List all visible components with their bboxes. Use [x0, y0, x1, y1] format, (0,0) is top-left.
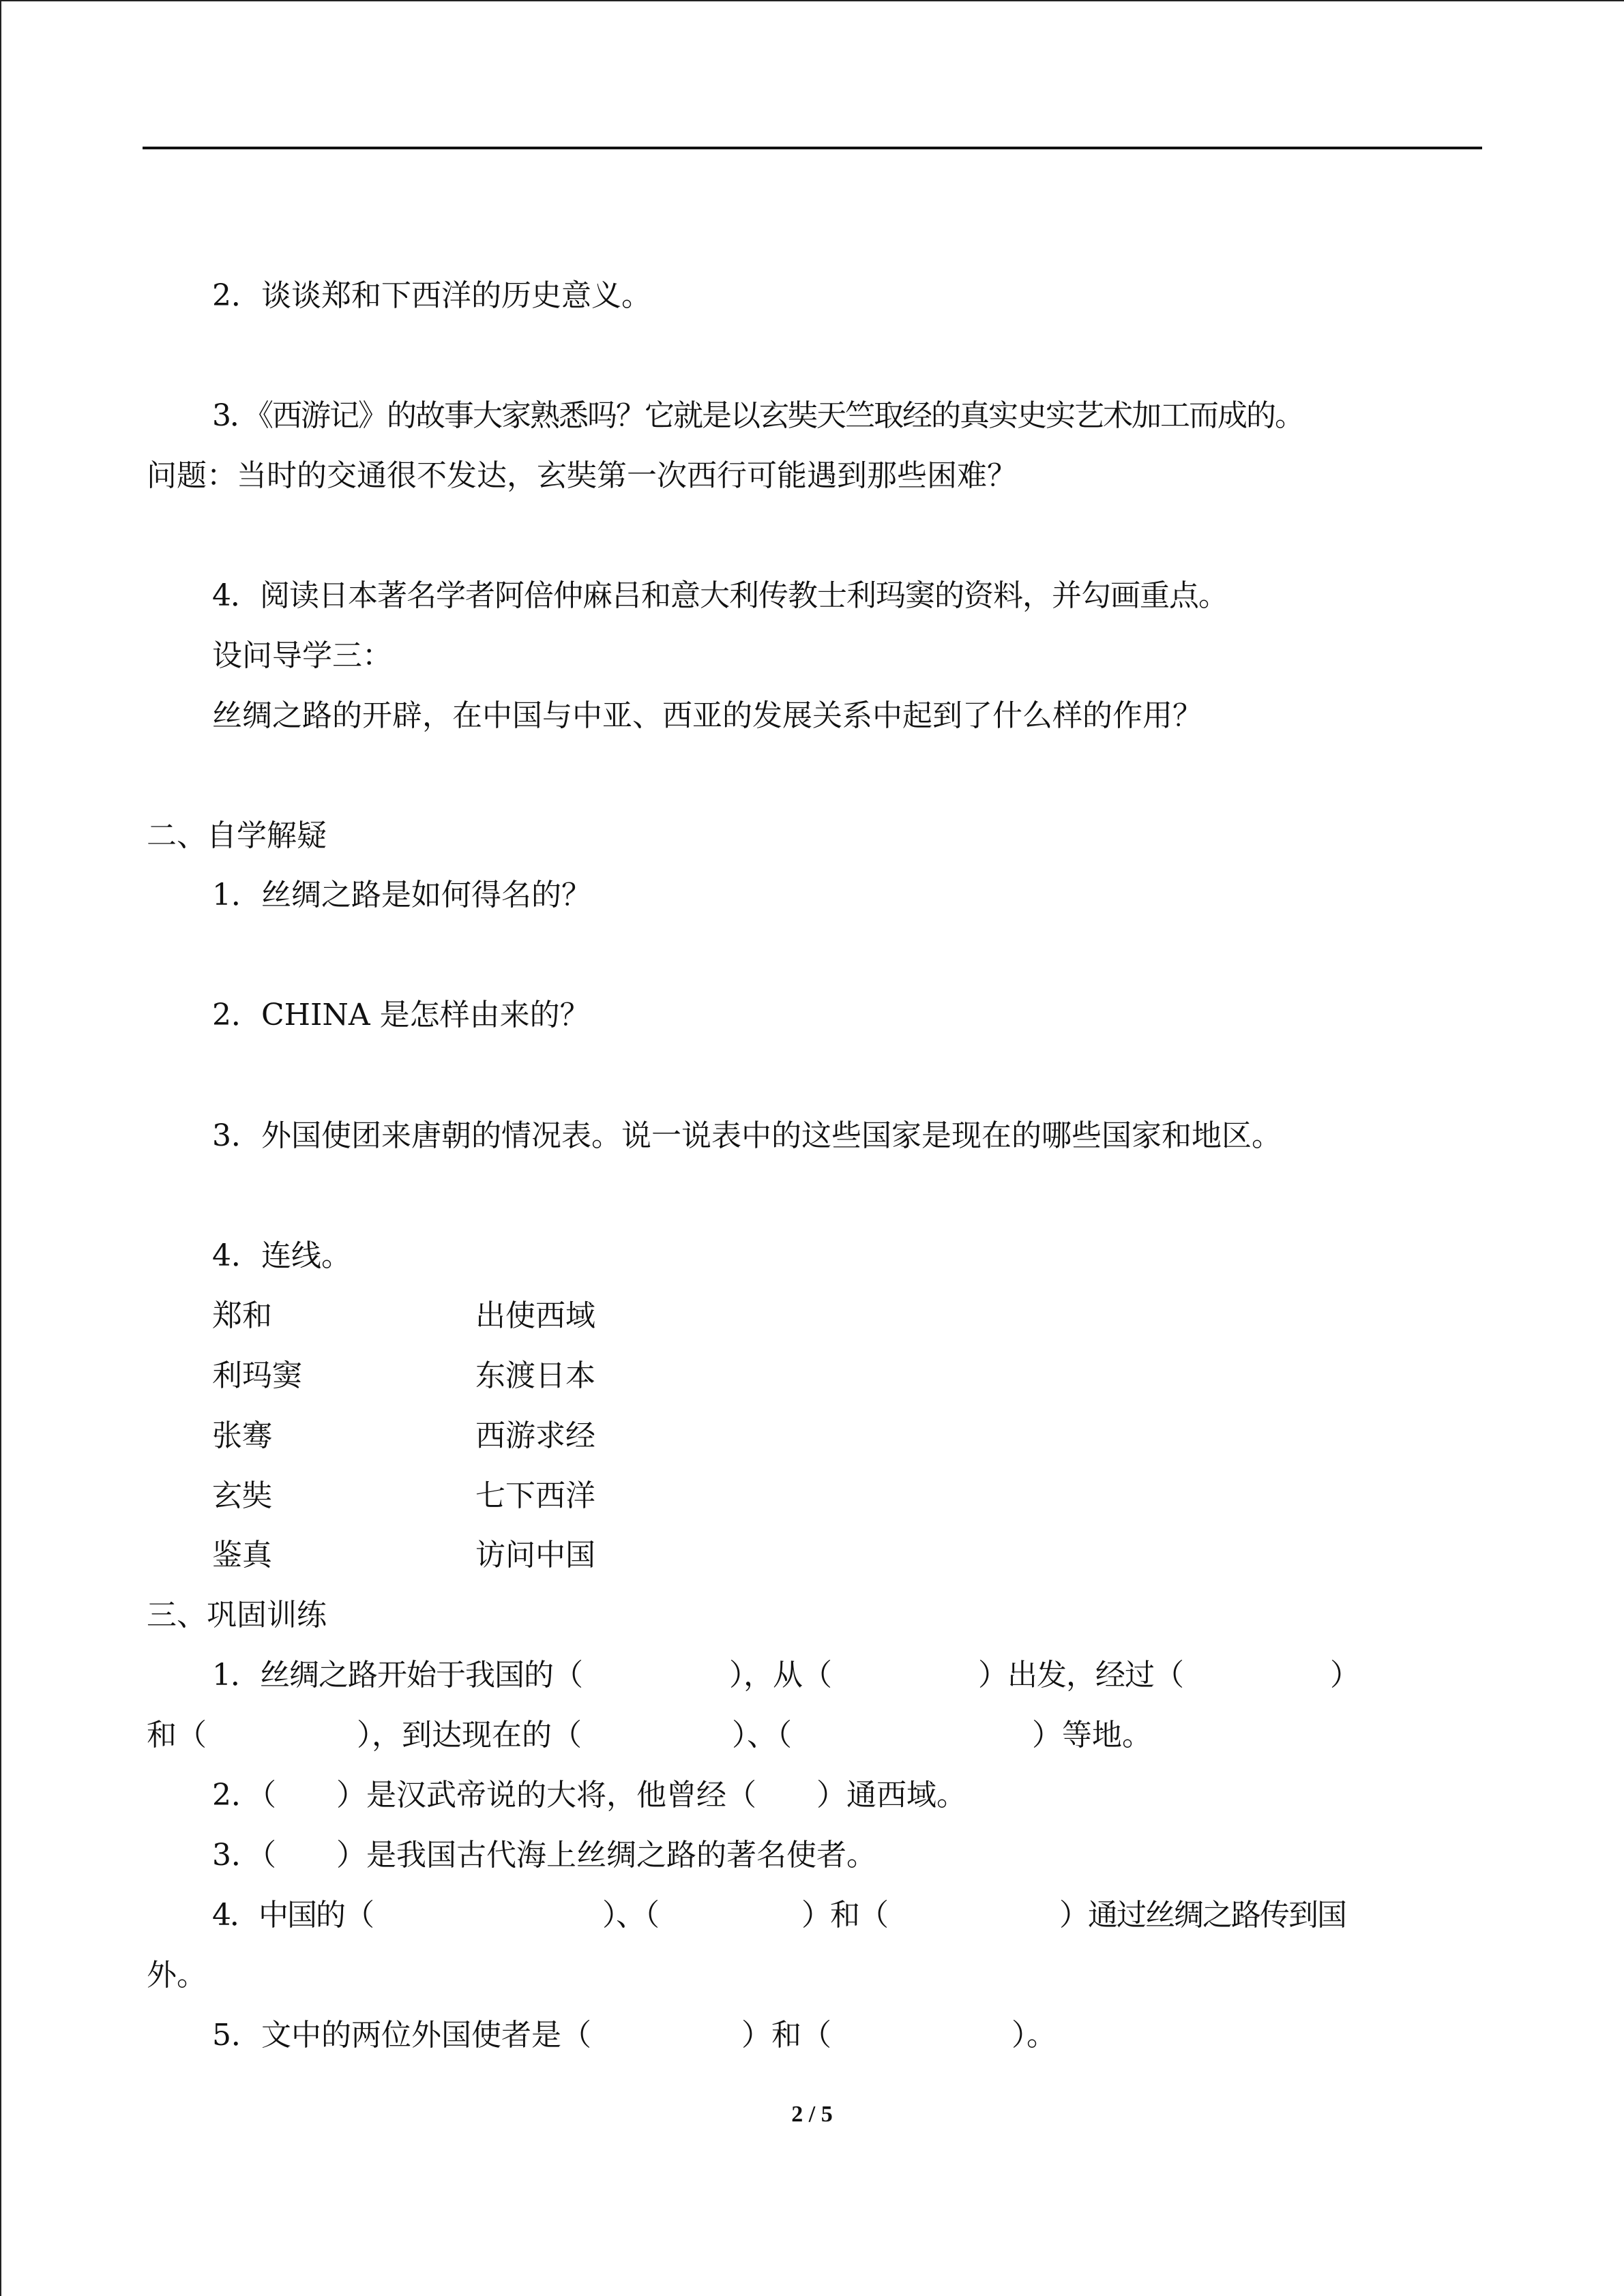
match-left-5: 鉴真: [212, 1538, 272, 1572]
question-4: 4．阅读日本著名学者阿倍仲麻吕和意大利传教士利玛窦的资料，并勾画重点。: [212, 578, 1228, 613]
section-3-heading: 三、巩固训练: [147, 1598, 327, 1632]
match-left-4: 玄奘: [212, 1478, 272, 1513]
section-2-item-4: 4．连线。: [212, 1238, 351, 1273]
match-left-2: 利玛窦: [212, 1358, 302, 1393]
exercise-4-line-1: 4．中国的（ ）、（ ）和（ ）通过丝绸之路传到国: [212, 1898, 1346, 1933]
match-right-3: 西游求经: [475, 1418, 595, 1453]
question-3-line-1: 3．《西游记》的故事大家熟悉吗？它就是以玄奘天竺取经的真实史实艺术加工而成的。: [212, 398, 1303, 433]
exercise-3: 3．（ ）是我国古代海上丝绸之路的著名使者。: [212, 1838, 876, 1873]
match-left-1: 郑和: [212, 1298, 272, 1333]
question-2: 2．谈谈郑和下西洋的历史意义。: [212, 278, 651, 313]
page-number: 2 / 5: [791, 2102, 833, 2127]
section-2-item-2: 2．CHINA 是怎样由来的？: [212, 998, 590, 1032]
question-3-line-2: 问题：当时的交通很不发达，玄奘第一次西行可能遇到那些困难？: [147, 458, 1017, 493]
match-right-5: 访问中国: [475, 1538, 595, 1572]
guide-3-label: 设问导学三：: [212, 638, 392, 673]
exercise-5: 5．文中的两位外国使者是（ ）和（ ）。: [212, 2018, 1057, 2053]
exercise-2: 2．（ ）是汉武帝说的大将，他曾经（ ）通西域。: [212, 1778, 966, 1813]
exercise-1-line-2: 和（ ），到达现在的（ ）、（ ）等地。: [147, 1718, 1152, 1753]
match-left-3: 张骞: [212, 1418, 272, 1453]
guide-3-question: 丝绸之路的开辟，在中国与中亚、西亚的发展关系中起到了什么样的作用？: [212, 698, 1202, 733]
match-right-1: 出使西域: [475, 1298, 595, 1333]
header-rule: [143, 147, 1482, 149]
match-right-4: 七下西洋: [475, 1478, 595, 1513]
exercise-1-line-1: 1．丝绸之路开始于我国的（ ），从（ ）出发，经过（ ）: [212, 1658, 1359, 1693]
match-right-2: 东渡日本: [475, 1358, 595, 1393]
section-2-item-3: 3．外国使团来唐朝的情况表。说一说表中的这些国家是现在的哪些国家和地区。: [212, 1118, 1282, 1153]
section-2-item-1: 1．丝绸之路是如何得名的？: [212, 878, 591, 912]
exercise-4-line-2: 外。: [147, 1958, 207, 1993]
section-2-heading: 二、自学解疑: [147, 818, 327, 853]
